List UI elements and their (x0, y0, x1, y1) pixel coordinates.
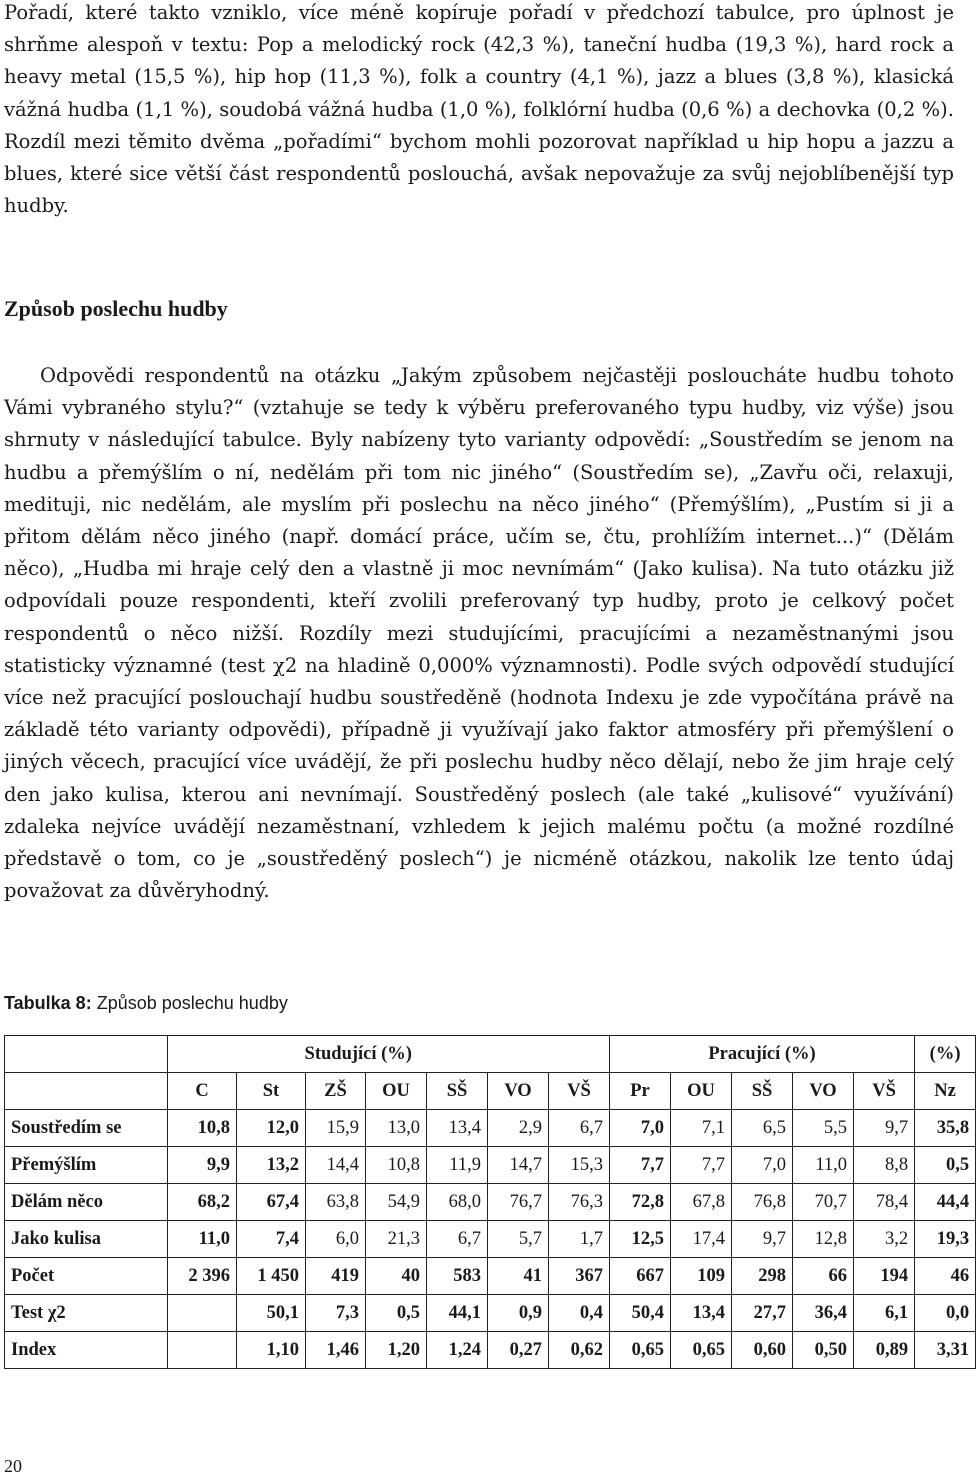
table-cell: 583 (427, 1258, 488, 1295)
table-cell: 63,8 (306, 1184, 366, 1221)
table-cell: 1,24 (427, 1332, 488, 1369)
table-cell: 70,7 (793, 1184, 854, 1221)
row-label: Jako kulisa (5, 1221, 168, 1258)
column-header: VŠ (854, 1073, 915, 1110)
table-cell: 15,9 (306, 1110, 366, 1147)
table-cell: 13,0 (366, 1110, 427, 1147)
table-column-header-row (5, 1073, 976, 1110)
table-cell: 7,3 (306, 1295, 366, 1332)
table-cell: 40 (366, 1258, 427, 1295)
table-header-blank (5, 1073, 168, 1110)
column-header: ZŠ (306, 1073, 366, 1110)
table-cell: 76,3 (549, 1184, 610, 1221)
table-cell: 0,9 (488, 1295, 549, 1332)
column-header: VŠ (549, 1073, 610, 1110)
section-heading: Způsob poslechu hudby (4, 296, 228, 321)
table-cell: 13,4 (671, 1295, 732, 1332)
body-paragraph: Odpovědi respondentů na otázku „Jakým způsobem nejčastěji posloucháte hudbu tohoto Vámi vybraného stylu?“ (vztahuje se tedy k výběru preferovaného typu hudby, viz výše) jsou shrnuty v následující tabulce. Byly nabízeny tyto varianty odpovědí: „Soustředím se jenom na hudbu a přemýšlím o ní, nedělám při tom nic jiného“ (Soustředím se), „Zavřu oči, relaxuji, medituji, nic nedělám, ale myslím při poslechu na něco jiného“ (Přemýšlím), „Pustím si ji a přitom dělám něco jiného (např. domácí práce, učím se, čtu, prohlížím internet...)“ (Dělám něco), „Hudba mi hraje celý den a vlastně ji moc nevnímám“ (Jako kulisa). Na tuto otázku již odpovídali pouze respondenti, kteří zvolili preferovaný typ hudby, proto je celkový počet respondentů o něco nižší. Rozdíly mezi studujícími, pracujícími a nezaměstnanými jsou statisticky významné (test χ2 na hladině 0,000% významnosti). Podle svých odpovědí studující více než pracující poslouchají hudbu soustředěně (hodnota Indexu je zde vypočítána právě na základě této varianty odpovědi), případně ji využívají jako faktor atmosféry při přemýšlení o jiných věcech, pracující více uvádějí, že při poslechu hudby něco dělají, nebo že jim hraje celý den jako kulisa, kterou ani nevnímají. Soustředěný poslech (ale také „kulisové“ využívání) zdaleka nejvíce uvádějí nezaměstnaní, vzhledem k jejich malému počtu (a možné rozdílné představě o tom, co je „soustředěný poslech“) je nicméně otázkou, nakolik lze tento údaj považovat za důvěryhodný. (4, 364, 954, 903)
table-cell: 50,1 (237, 1295, 306, 1332)
page-number: 20 (4, 1456, 22, 1476)
table-cell: 1,46 (306, 1332, 366, 1369)
table-cell: 7,4 (237, 1221, 306, 1258)
table-row (5, 1221, 976, 1258)
table-cell: 0,65 (671, 1332, 732, 1369)
table-cell: 68,0 (427, 1184, 488, 1221)
table-cell: 11,0 (168, 1221, 237, 1258)
table-cell: 6,5 (732, 1110, 793, 1147)
table-cell: 6,7 (427, 1221, 488, 1258)
table-cell: 13,2 (237, 1147, 306, 1184)
table-cell: 0,62 (549, 1332, 610, 1369)
table-cell: 0,5 (366, 1295, 427, 1332)
column-header: VO (793, 1073, 854, 1110)
table-cell: 35,8 (915, 1110, 976, 1147)
table-cell: 1 450 (237, 1258, 306, 1295)
column-header: Pr (610, 1073, 671, 1110)
table-cell: 11,9 (427, 1147, 488, 1184)
table-cell: 68,2 (168, 1184, 237, 1221)
column-header: SŠ (427, 1073, 488, 1110)
table-cell: 194 (854, 1258, 915, 1295)
table-cell: 3,2 (854, 1221, 915, 1258)
table-cell: 14,7 (488, 1147, 549, 1184)
table-cell: 44,1 (427, 1295, 488, 1332)
table-cell: 17,4 (671, 1221, 732, 1258)
table-cell: 0,4 (549, 1295, 610, 1332)
table-cell: 0,89 (854, 1332, 915, 1369)
table-cell: 1,7 (549, 1221, 610, 1258)
table-cell: 21,3 (366, 1221, 427, 1258)
table-cell: 76,8 (732, 1184, 793, 1221)
table-cell: 5,7 (488, 1221, 549, 1258)
table-row (5, 1295, 976, 1332)
table-row (5, 1184, 976, 1221)
row-label: Počet (5, 1258, 168, 1295)
table-cell: 12,5 (610, 1221, 671, 1258)
table-row (5, 1110, 976, 1147)
table-row (5, 1147, 976, 1184)
table-cell: 10,8 (366, 1147, 427, 1184)
table-cell: 0,27 (488, 1332, 549, 1369)
table-group-header-row (5, 1036, 976, 1073)
table-cell: 8,8 (854, 1147, 915, 1184)
table-cell: 41 (488, 1258, 549, 1295)
table-cell: 3,31 (915, 1332, 976, 1369)
table-cell: 44,4 (915, 1184, 976, 1221)
table-cell: 54,9 (366, 1184, 427, 1221)
row-label: Soustředím se (5, 1110, 168, 1147)
table-cell (168, 1295, 237, 1332)
table-cell: 367 (549, 1258, 610, 1295)
row-label: Dělám něco (5, 1184, 168, 1221)
table-caption-label: Tabulka 8: (4, 993, 92, 1013)
table-cell: 7,7 (610, 1147, 671, 1184)
row-label: Index (5, 1332, 168, 1369)
table-cell: 6,7 (549, 1110, 610, 1147)
table-cell: 298 (732, 1258, 793, 1295)
table-cell: 9,7 (732, 1221, 793, 1258)
table-caption (4, 993, 288, 1014)
table-cell: 66 (793, 1258, 854, 1295)
table-cell: 6,1 (854, 1295, 915, 1332)
column-header: Nz (915, 1073, 976, 1110)
table-cell: 78,4 (854, 1184, 915, 1221)
table-cell: 7,0 (610, 1110, 671, 1147)
table-caption-text: Způsob poslechu hudby (91, 993, 288, 1013)
table-cell: 67,8 (671, 1184, 732, 1221)
table-cell: 76,7 (488, 1184, 549, 1221)
table-cell: 46 (915, 1258, 976, 1295)
column-header: OU (366, 1073, 427, 1110)
table-cell: 1,20 (366, 1332, 427, 1369)
table-cell: 109 (671, 1258, 732, 1295)
table-cell: 9,7 (854, 1110, 915, 1147)
table-cell: 0,65 (610, 1332, 671, 1369)
table-cell: 67,4 (237, 1184, 306, 1221)
table-cell: 7,1 (671, 1110, 732, 1147)
table-cell: 419 (306, 1258, 366, 1295)
column-header: SŠ (732, 1073, 793, 1110)
column-header: VO (488, 1073, 549, 1110)
table-row (5, 1258, 976, 1295)
table-cell: 5,5 (793, 1110, 854, 1147)
row-label: Test χ2 (5, 1295, 168, 1332)
table-cell: 2,9 (488, 1110, 549, 1147)
table-cell: 13,4 (427, 1110, 488, 1147)
table-cell: 9,9 (168, 1147, 237, 1184)
table-cell: 15,3 (549, 1147, 610, 1184)
table-cell: 12,8 (793, 1221, 854, 1258)
table-cell: 11,0 (793, 1147, 854, 1184)
column-header: St (237, 1073, 306, 1110)
unemployed-group-header: (%) (915, 1036, 976, 1073)
table-cell: 72,8 (610, 1184, 671, 1221)
table-cell: 10,8 (168, 1110, 237, 1147)
workers-group-header: Pracující (%) (610, 1036, 915, 1073)
table-row (5, 1332, 976, 1369)
table-cell (168, 1332, 237, 1369)
table-corner-cell (5, 1036, 168, 1073)
table-cell: 12,0 (237, 1110, 306, 1147)
listening-mode-table (4, 1035, 976, 1369)
table-cell: 0,60 (732, 1332, 793, 1369)
table-cell: 7,7 (671, 1147, 732, 1184)
table-cell: 0,50 (793, 1332, 854, 1369)
table-cell: 50,4 (610, 1295, 671, 1332)
intro-paragraph: Pořadí, které takto vzniklo, více méně kopíruje pořadí v předchozí tabulce, pro úplnost je shrňme alespoň v textu: Pop a melodický rock (42,3 %), taneční hudba (19,3 %), hard rock a heavy metal (15,5 %), hip hop (11,3 %), folk a country (4,1 %), jazz a blues (3,8 %), klasická vážná hudba (1,1 %), soudobá vážná hudba (1,0 %), folklórní hudba (0,6 %) a dechovka (0,2 %). Rozdíl mezi těmito dvěma „pořadími“ bychom mohli pozorovat například u hip hopu a jazzu a blues, které sice větší část respondentů poslouchá, avšak nepovažuje za svůj nejoblíbenější typ hudby. (4, 1, 954, 218)
table-cell: 0,5 (915, 1147, 976, 1184)
table-cell: 1,10 (237, 1332, 306, 1369)
students-group-spacer (549, 1036, 610, 1073)
table-cell: 27,7 (732, 1295, 793, 1332)
table-cell: 6,0 (306, 1221, 366, 1258)
students-group-header: Studující (%) (168, 1036, 549, 1073)
table-cell: 14,4 (306, 1147, 366, 1184)
table-cell: 2 396 (168, 1258, 237, 1295)
table-cell: 19,3 (915, 1221, 976, 1258)
column-header: C (168, 1073, 237, 1110)
table-cell: 7,0 (732, 1147, 793, 1184)
row-label: Přemýšlím (5, 1147, 168, 1184)
table-cell: 0,0 (915, 1295, 976, 1332)
table-cell: 36,4 (793, 1295, 854, 1332)
column-header: OU (671, 1073, 732, 1110)
table-cell: 667 (610, 1258, 671, 1295)
